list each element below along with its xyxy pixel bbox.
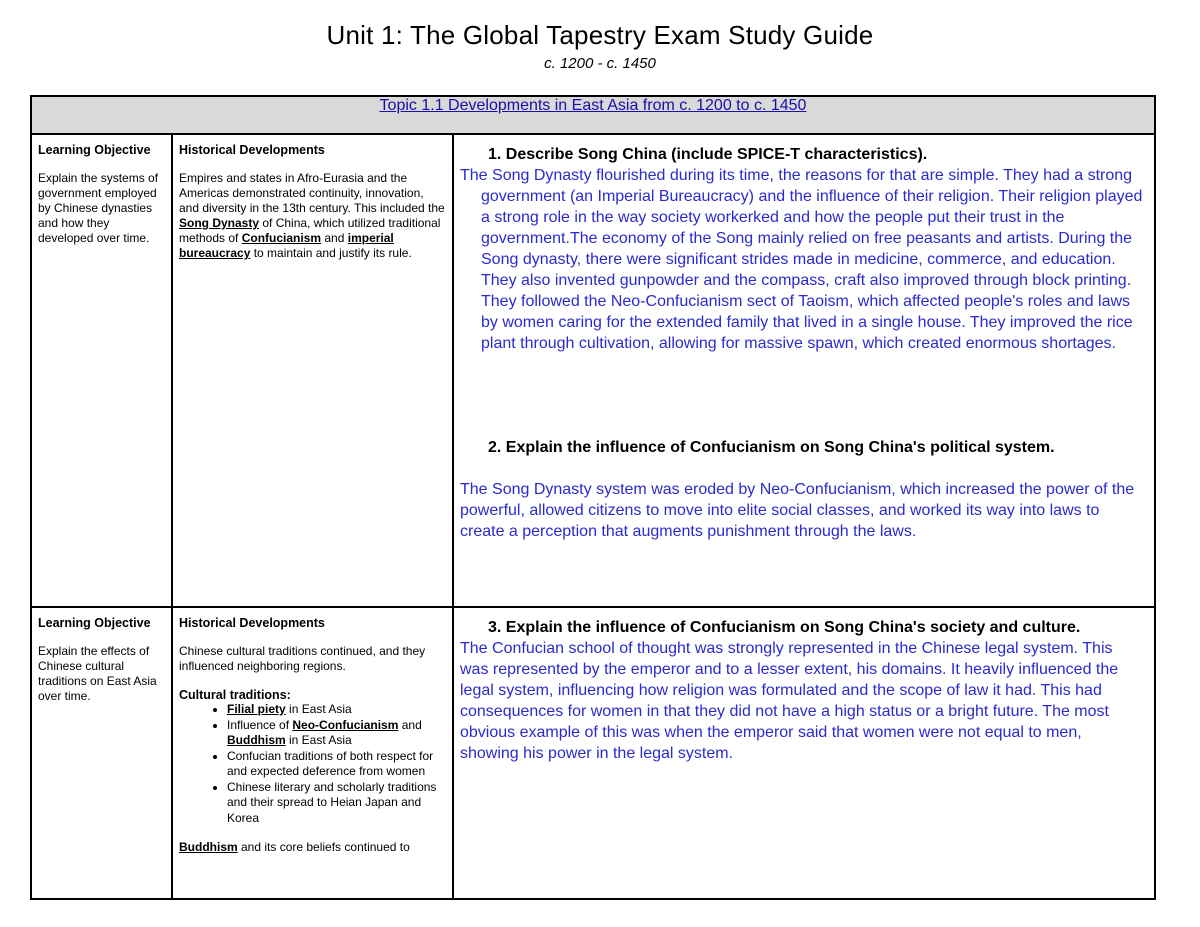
song-dynasty-term: Song Dynasty <box>179 216 260 230</box>
answer-2[interactable]: The Song Dynasty system was eroded by Neo-Confucianism, which increased the power of the powerful, allowed citizens to move into elite social classes, and worked its way into laws to create a perception that augments punishment through the laws. <box>460 481 1135 540</box>
answer-1[interactable]: The Song Dynasty flourished during its time, the reasons for that are simple. They had a strong government (an Imperial Bureaucracy) and the influence of their religion. Their religion played a strong role in the way society workerked and how the people put their trust in the government.The economy of the Song mainly relied on free peasants and artists. During the Song dynasty, there were significant strides made in medicine, commerce, and education. They also invented gunpowder and the compass, craft also improved through block printing. They followed the Neo-Confucianism sect of Taoism, which affected people's roles and laws by women caring for the extended family that lived in a single house. They improved the rice plant through cultivation, allowing for massive spawn, which created enormous shortages. <box>460 167 1143 352</box>
answer-3[interactable]: The Confucian school of thought was strongly represented in the Chinese legal system. This was represented by the emperor and to a lesser extent, his domains. It heavily influenced the legal system, influencing how religion was formulated and the scope of law it had. This had consequences for women in that they did not have a high status or a bright future. The most obvious example of this was when the emperor said that women were not equal to men, showing his power in the legal system. <box>460 640 1119 762</box>
page-title: Unit 1: The Global Tapestry Exam Study Guide <box>326 20 874 50</box>
cultural-traditions-heading: Cultural traditions: <box>179 688 291 702</box>
table-row <box>31 134 1155 607</box>
topic-link[interactable]: Topic 1.1 Developments in East Asia from c. 1200 to c. 1450 <box>379 97 807 114</box>
buddhism-text: Buddhism and its core beliefs continued to <box>179 840 410 854</box>
list-item: • Influence of Neo-Confucianism and Buddhism in East Asia <box>227 718 452 749</box>
historical-developments-cell <box>172 607 453 899</box>
learning-objective-text: Explain the effects of Chinese cultural traditions on East Asia over time. <box>38 644 157 703</box>
page-subtitle: c. 1200 - c. 1450 <box>544 55 656 72</box>
learning-objective-heading: Learning Objective <box>38 616 151 630</box>
answers-cell <box>453 134 1155 607</box>
learning-objective-cell <box>31 134 172 607</box>
learning-objective-cell <box>31 607 172 899</box>
study-guide-table <box>30 95 1156 900</box>
historical-developments-cell <box>172 134 453 607</box>
answers-cell <box>453 607 1155 899</box>
question-2: 2. Explain the influence of Confucianism on Song China's political system. <box>488 439 1055 456</box>
learning-objective-heading: Learning Objective <box>38 143 151 157</box>
historical-developments-text: Empires and states in Afro-Eurasia and the Americas demonstrated continuity, innovation, and diversity in the 13th century. This included the Song Dynasty of China, which utilized traditional methods of Confucianism and imperial bureaucracy to maintain and justify its rule. <box>179 171 445 260</box>
list-item: • Confucian traditions of both respect for and expected deference from women <box>227 749 452 780</box>
list-item: • Chinese literary and scholarly traditions and their spread to Heian Japan and Korea <box>227 780 452 827</box>
historical-developments-text: Chinese cultural traditions continued, and they influenced neighboring regions. <box>179 644 426 673</box>
imperial-bureaucracy-term: imperial bureaucracy <box>179 231 394 260</box>
topic-header-row <box>31 96 1155 134</box>
historical-developments-heading: Historical Developments <box>179 616 325 630</box>
cultural-traditions-list <box>173 702 452 826</box>
learning-objective-text: Explain the systems of government employed by Chinese dynasties and how they developed over time. <box>38 171 159 245</box>
question-1: 1. Describe Song China (include SPICE-T characteristics). <box>488 146 928 163</box>
historical-developments-heading: Historical Developments <box>179 143 325 157</box>
list-item: • Filial piety in East Asia <box>227 702 452 718</box>
confucianism-term: Confucianism <box>241 231 322 245</box>
topic-header-cell <box>31 96 1155 134</box>
table-row <box>31 607 1155 899</box>
question-3: 3. Explain the influence of Confucianism on Song China's society and culture. <box>488 619 1081 636</box>
